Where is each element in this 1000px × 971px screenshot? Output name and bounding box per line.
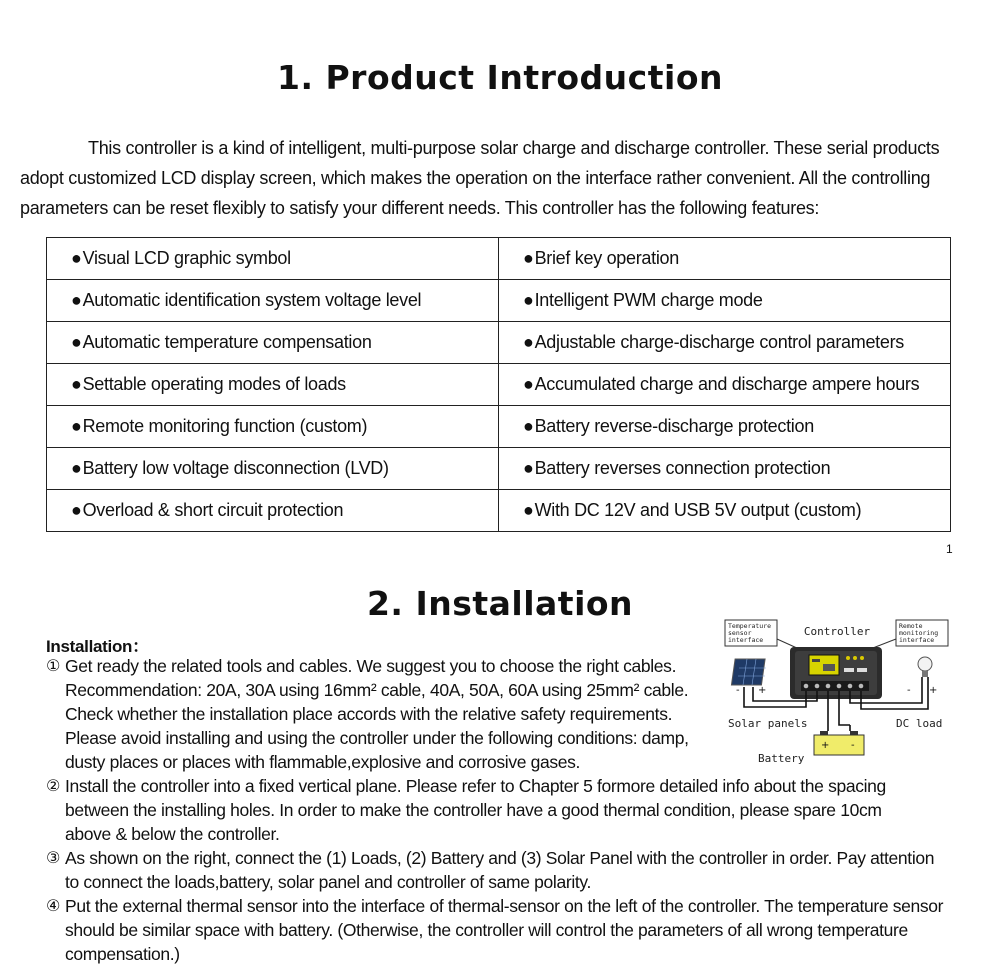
- bullet-icon: ●: [523, 500, 534, 520]
- step-line: above & below the controller.: [65, 824, 280, 844]
- controller-label: Controller: [803, 625, 871, 638]
- bullet-icon: ●: [523, 374, 534, 394]
- feature-cell: [47, 490, 499, 532]
- solar-panels-label: Solar panels: [728, 717, 808, 730]
- feature-cell: [47, 448, 499, 490]
- section1-title: 1. Product Introduction: [277, 58, 723, 97]
- feature-row: [47, 238, 951, 280]
- feature-text: Battery reverse-discharge protection: [534, 416, 814, 436]
- bullet-icon: ●: [71, 416, 82, 436]
- feature-row: [47, 364, 951, 406]
- step-line: to connect the loads,battery, solar panel and controller of same polarity.: [65, 872, 591, 892]
- step-line: Install the controller into a fixed vertical plane. Please refer to Chapter 5 formore detailed info about the spacing: [65, 776, 886, 796]
- bullet-icon: ●: [523, 458, 534, 478]
- temp-sensor-label: Temperature sensor interface: [728, 622, 772, 644]
- step-line: dusty places or places with flammable,explosive and corrosive gases.: [65, 752, 581, 772]
- section2-title: 2. Installation: [366, 584, 634, 623]
- solar-panel-icon: [731, 659, 765, 685]
- bullet-icon: ●: [523, 416, 534, 436]
- feature-text: Visual LCD graphic symbol: [82, 248, 291, 268]
- feature-cell: [47, 280, 499, 322]
- feature-row: [47, 280, 951, 322]
- bullet-icon: ●: [71, 332, 82, 352]
- page-number: 1: [946, 542, 953, 556]
- step-line: Recommendation: 20A, 30A using 16mm² cable, 40A, 50A, 60A using 25mm² cable.: [65, 680, 689, 700]
- bullet-icon: ●: [71, 290, 82, 310]
- feature-text: Overload & short circuit protection: [82, 500, 344, 520]
- installation-step: [46, 846, 961, 894]
- feature-row: [47, 448, 951, 490]
- step-line: should be similar space with battery. (Otherwise, the controller will control the parameters of all wrong temperature: [65, 920, 908, 940]
- feature-cell: [47, 406, 499, 448]
- feature-cell: [499, 448, 951, 490]
- feature-cell: [499, 322, 951, 364]
- feature-text: Battery reverses connection protection: [534, 458, 831, 478]
- bullet-icon: ●: [523, 332, 534, 352]
- intro-paragraph: [20, 133, 954, 223]
- installation-subheading: Installation：: [46, 637, 149, 656]
- svg-text:+: +: [758, 685, 767, 696]
- step-line: Put the external thermal sensor into the interface of thermal-sensor on the left of the controller. The temperature sensor: [65, 896, 944, 916]
- intro-line-1: This controller is a kind of intelligent, multi-purpose solar charge and discharge controller. These serial products: [88, 138, 940, 158]
- bullet-icon: ●: [71, 248, 82, 268]
- feature-cell: [47, 238, 499, 280]
- lightbulb-icon: [918, 657, 932, 671]
- features-table: [46, 237, 951, 532]
- feature-cell: [499, 280, 951, 322]
- feature-text: Adjustable charge-discharge control parameters: [534, 332, 904, 352]
- step-line: Get ready the related tools and cables. We suggest you to choose the right cables.: [65, 656, 677, 676]
- bullet-icon: ●: [71, 374, 82, 394]
- svg-text:-: -: [851, 740, 855, 751]
- svg-text:-: -: [907, 685, 911, 696]
- feature-text: Settable operating modes of loads: [82, 374, 346, 394]
- step-line: Check whether the installation place accords with the relative safety requirements.: [65, 704, 673, 724]
- feature-text: Automatic identification system voltage level: [82, 290, 422, 310]
- intro-line-2: adopt customized LCD display screen, which makes the operation on the interface rather convenient. All the controlling: [20, 168, 931, 188]
- svg-text:+: +: [821, 740, 830, 751]
- feature-text: With DC 12V and USB 5V output (custom): [534, 500, 862, 520]
- wiring-diagram: [720, 617, 954, 769]
- bullet-icon: ●: [71, 458, 82, 478]
- svg-text:+: +: [929, 685, 938, 696]
- battery-label: Battery: [758, 752, 805, 765]
- step-line: As shown on the right, connect the (1) Loads, (2) Battery and (3) Solar Panel with the controller in order. Pay attention: [65, 848, 935, 868]
- feature-cell: [499, 490, 951, 532]
- bullet-icon: ●: [523, 290, 534, 310]
- dc-load-label: DC load: [896, 717, 943, 730]
- feature-cell: [47, 364, 499, 406]
- feature-cell: [499, 364, 951, 406]
- feature-text: Remote monitoring function (custom): [82, 416, 368, 436]
- feature-cell: [499, 238, 951, 280]
- feature-text: Brief key operation: [534, 248, 679, 268]
- feature-cell: [47, 322, 499, 364]
- feature-text: Accumulated charge and discharge ampere hours: [534, 374, 920, 394]
- installation-step: [46, 894, 961, 966]
- step-line: Please avoid installing and using the controller under the following conditions: damp,: [65, 728, 689, 748]
- feature-row: [47, 490, 951, 532]
- step-number: ④: [46, 896, 60, 915]
- step-number: ③: [46, 848, 60, 867]
- installation-step: [46, 774, 961, 846]
- step-number: ②: [46, 776, 60, 795]
- bullet-icon: ●: [523, 248, 534, 268]
- feature-cell: [499, 406, 951, 448]
- feature-row: [47, 406, 951, 448]
- feature-text: Battery low voltage disconnection (LVD): [82, 458, 389, 478]
- step-line: between the installing holes. In order to make the controller have a good thermal condition, please spare 10cm: [65, 800, 882, 820]
- feature-text: Intelligent PWM charge mode: [534, 290, 763, 310]
- bullet-icon: ●: [71, 500, 82, 520]
- feature-text: Automatic temperature compensation: [82, 332, 372, 352]
- remote-label: Remote monitoring interface: [899, 622, 939, 644]
- svg-text:-: -: [736, 685, 740, 696]
- intro-line-3: parameters can be reset flexibly to satisfy your different needs. This controller has the following features:: [20, 198, 820, 218]
- intro-line: [20, 133, 954, 223]
- step-number: ①: [46, 656, 60, 675]
- step-line: compensation.): [65, 944, 180, 964]
- feature-row: [47, 322, 951, 364]
